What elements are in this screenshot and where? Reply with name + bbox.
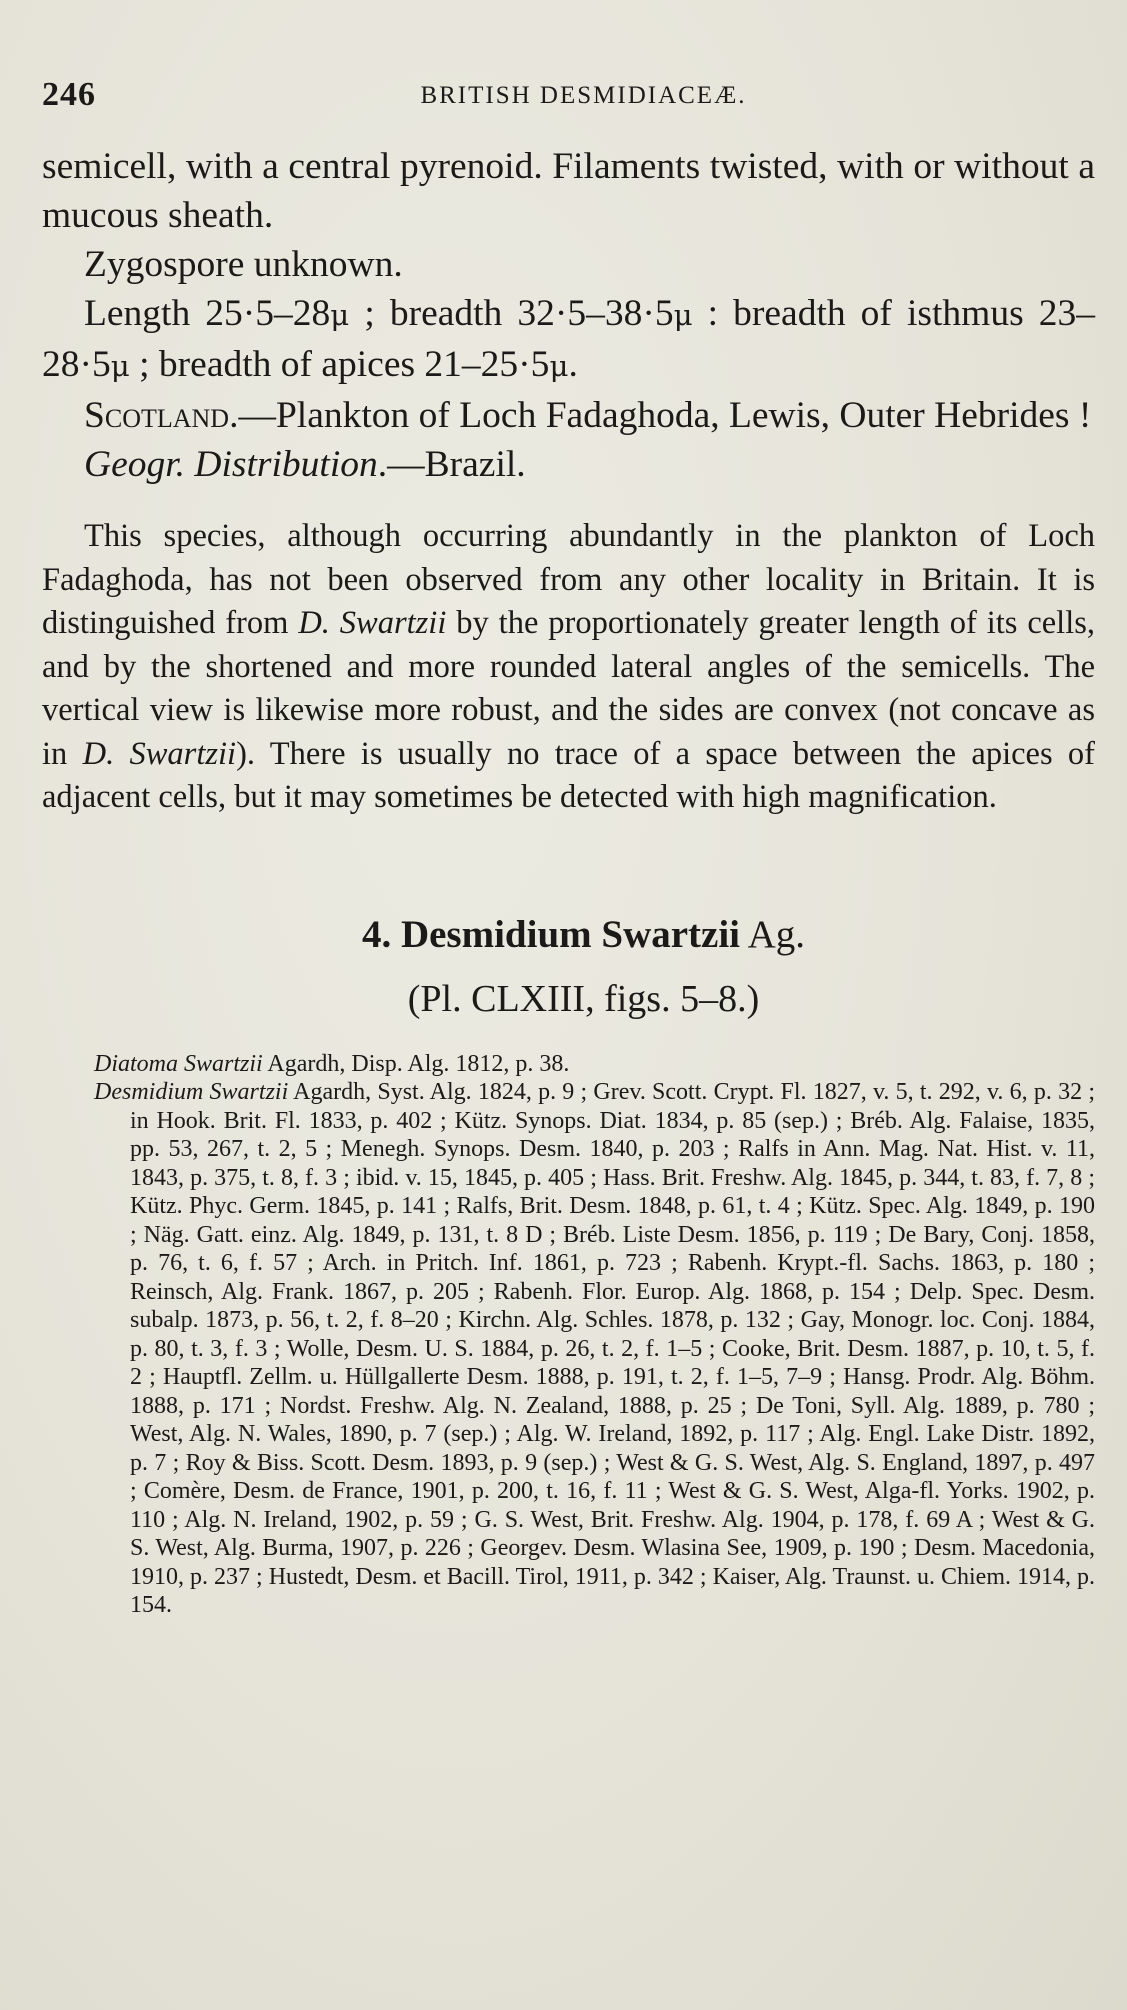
taxon-name: D. Swartzii [298, 605, 447, 641]
apices-text: ; breadth of apices 21–25·5 [129, 344, 550, 385]
synonym-entry [42, 1050, 1095, 1079]
running-title: BRITISH DESMIDIACEÆ. [420, 82, 747, 109]
discussion-text: by the proportionately greater length of its cells, and by the shortened and more rounded lateral angles of the semicells. The vertical view is likewise more robust, and the sides are convex (not concave as in [42, 605, 1095, 772]
species-name: Desmidium Swartzii [400, 912, 741, 956]
species-description-continued [42, 142, 1095, 489]
measurements-paragraph [42, 289, 1095, 391]
filaments-paragraph: semicell, with a central pyrenoid. Filaments twisted, with or without a mucous sheath. [42, 146, 1095, 236]
synonym-entry [42, 1078, 1095, 1620]
plate-reference: (Pl. CLXIII, figs. 5–8.) [407, 977, 760, 1020]
distribution-label: Geogr. Distribution [84, 444, 378, 485]
synonym-citation: Agardh, Disp. Alg. 1812, p. 38. [262, 1050, 570, 1077]
zygospore-line: Zygospore unknown. [84, 244, 403, 285]
locality-paragraph [42, 391, 1095, 440]
micron-unit: μ [549, 349, 569, 383]
species-authority: Ag. [740, 912, 806, 956]
taxon-name: D. Swartzii [82, 735, 237, 772]
locality-country: Scotland [84, 395, 230, 436]
measurements-end: . [568, 344, 578, 385]
micron-unit: μ [330, 298, 350, 332]
breadth-text: ; breadth 32·5–38·5 [349, 293, 674, 334]
page-header [42, 68, 1095, 128]
distribution-line [42, 440, 1095, 489]
discussion-text: ). There is usually no trace of a space between the apices of adjacent cells, but it may sometimes be detected with high magnification. [42, 735, 1095, 815]
discussion-paragraph [42, 515, 1095, 820]
locality-text: .—Plankton of Loch Fadaghoda, Lewis, Outer Hebrides ! [229, 395, 1092, 436]
discussion-text: This species, although occurring abundantly in the plankton of Loch Fadaghoda, has not been observed from any other locality in Britain. It is distinguished from [42, 518, 1095, 641]
isthmus-text: : breadth of isthmus 23–28·5 [42, 293, 1095, 385]
species-number: 4. [361, 912, 392, 956]
species-heading [42, 910, 1095, 960]
distribution-text: .—Brazil. [377, 444, 526, 485]
length-text: Length 25·5–28 [84, 293, 331, 334]
synonymy-list [42, 1050, 1095, 1620]
page-number: 246 [42, 76, 96, 113]
micron-unit: μ [110, 349, 130, 383]
synonym-taxon: Desmidium Swartzii [94, 1079, 289, 1105]
synonym-citation: Agardh, Syst. Alg. 1824, p. 9 ; Grev. Scott. Crypt. Fl. 1827, v. 5, t. 292, v. 6, p. 32 ; in Hook. Brit. Fl. 1833, p. 402 ; Kütz. Synops. Diat. 1834, p. 85 (sep.) ; Bréb. Alg. Falaise, 1835, pp. 53, 267, t. 2, 5 ; Menegh. Synops. Desm. 1840, p. 203 ; Ralfs in Ann. Mag. Nat. Hist. v. 11, 1843, p. 375, t. 8, f. 3 ; ibid. v. 15, 1845, p. 405 ; Hass. Brit. Freshw. Alg. 1845, p. 344, t. 83, f. 7, 8 ; Kütz. Phyc. Germ. 1845, p. 141 ; Ralfs, Brit. Desm. 1848, p. 61, t. 4 ; Kütz. Spec. Alg. 1849, p. 190 ; Näg. Gatt. einz. Alg. 1849, p. 131, t. 8 D ; Bréb. Liste Desm. 1856, p. 119 ; De Bary, Conj. 1858, p. 76, t. 6, f. 57 ; Arch. in Pritch. Inf. 1861, p. 723 ; Rabenh. Krypt.-fl. Sachs. 1863, p. 180 ; Reinsch, Alg. Frank. 1867, p. 205 ; Rabenh. Flor. Europ. Alg. 1868, p. 154 ; Delp. Spec. Desm. subalp. 1873, p. 56, t. 2, f. 8–20 ; Kirchn. Alg. Schles. 1878, p. 132 ; Gay, Monogr. loc. Conj. 1884, p. 80, t. 3, f. 3 ; Wolle, Desm. U. S. 1884, p. 26, t. 2, f. 1–5 ; Cooke, Brit. Desm. 1887, p. 10, t. 5, f. 2 ; Hauptfl. Zellm. u. Hüllgallerte Desm. 1888, p. 191, t. 2, f. 1–5, 7–9 ; Hansg. Prodr. Alg. Böhm. 1888, p. 171 ; Nordst. Freshw. Alg. N. Zealand, 1888, p. 25 ; De Toni, Syll. Alg. 1889, p. 780 ; West, Alg. N. Wales, 1890, p. 7 (sep.) ; Alg. W. Ireland, 1892, p. 117 ; Alg. Engl. Lake Distr. 1892, p. 7 ; Roy & Biss. Scott. Desm. 1893, p. 9 (sep.) ; West & G. S. West, Alg. S. England, 1897, p. 497 ; Comère, Desm. de France, 1901, p. 200, t. 16, f. 11 ; West & G. S. West, Alga-fl. Yorks. 1902, p. 110 ; Alg. N. Ireland, 1902, p. 59 ; G. S. West, Brit. Freshw. Alg. 1904, p. 178, f. 69 A ; West & G. S. West, Alg. Burma, 1907, p. 226 ; Georgev. Desm. Wlasina See, 1909, p. 190 ; Desm. Macedonia, 1910, p. 237 ; Hustedt, Desm. et Bacill. Tirol, 1911, p. 342 ; Kaiser, Alg. Traunst. u. Chiem. 1914, p. 154. [130, 1079, 1096, 1618]
synonym-taxon: Diatoma Swartzii [94, 1050, 263, 1077]
micron-unit: μ [673, 298, 693, 332]
